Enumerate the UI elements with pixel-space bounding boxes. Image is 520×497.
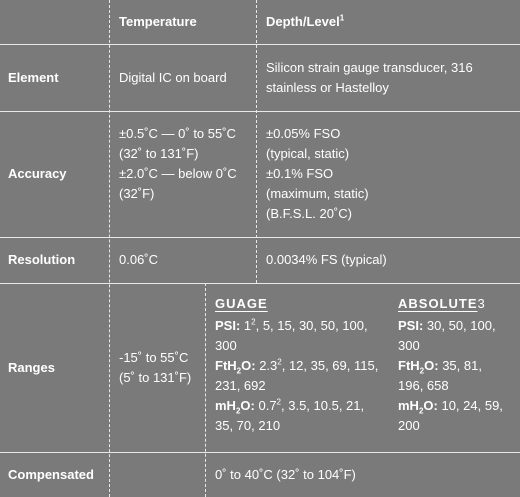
- resolution-depth: 0.0034% FS (typical): [266, 252, 387, 267]
- element-depth: Silicon strain gauge transducer, 316 stainless or Hastelloy: [266, 60, 473, 95]
- absolute-psi: PSI: 30, 50, 100,: [398, 318, 496, 333]
- row-divider: [0, 44, 520, 45]
- row-divider: [0, 237, 520, 238]
- row-label-ranges: Ranges: [8, 360, 55, 375]
- ranges-guage: GUAGE PSI: $1^2$, 5, 15, 30, 50, 100, 300 FtH$_2$O: $2.3^2$, 12, 35, 69, 115, 231, 692 $mH_2O$: $0.7^2$, 3.5, 10.5, 21, 35, 70, 210: [215, 294, 395, 436]
- accuracy-temperature: ±0.5˚C — 0˚ to 55˚C (32˚ to 131˚F) ±2.0˚C — below 0˚C (32˚F): [119, 126, 237, 201]
- row-divider: [0, 283, 520, 284]
- element-temperature: Digital IC on board: [119, 70, 227, 85]
- column-divider: [205, 283, 206, 497]
- header-depth-level: Depth/Level$^1$: [266, 13, 345, 29]
- guage-fth2o: FtH$_2$O: $2.3^2$, 12, 35, 69, 115,: [215, 357, 379, 376]
- row-label-element: Element: [8, 70, 59, 85]
- ranges-absolute: ABSOLUTE3 PSI: 30, 50, 100, 300 FtH$_2$O: 35, 81, 196, 658 $mH_2O$: 10, 24, 59, 200: [398, 294, 516, 436]
- absolute-title: ABSOLUTE3: [398, 296, 485, 311]
- row-divider: [0, 111, 520, 112]
- header-temperature: Temperature: [119, 14, 197, 29]
- column-divider: [109, 0, 110, 497]
- accuracy-depth: ±0.05% FSO (typical, static) ±0.1% FSO (maximum, static) (B.F.S.L. 20˚C): [266, 126, 369, 221]
- row-label-resolution: Resolution: [8, 252, 76, 267]
- guage-psi: PSI: $1^2$, 5, 15, 30, 50, 100,: [215, 317, 368, 333]
- absolute-fth2o: FtH$_2$O: 35, 81,: [398, 358, 482, 376]
- guage-mh2o: $mH_2O$: $0.7^2$, 3.5, 10.5, 21,: [215, 397, 365, 416]
- column-divider: [256, 0, 257, 283]
- resolution-temperature: 0.06˚C: [119, 252, 159, 267]
- compensated-value: 0˚ to 40˚C (32˚ to 104˚F): [215, 467, 356, 482]
- ranges-temperature: -15˚ to 55˚C (5˚ to 131˚F): [119, 350, 192, 385]
- absolute-mh2o: $mH_2O$: 10, 24, 59,: [398, 398, 503, 416]
- row-divider: [0, 452, 520, 453]
- guage-title: GUAGE: [215, 296, 268, 311]
- row-label-compensated: Compensated: [8, 467, 94, 482]
- row-label-accuracy: Accuracy: [8, 166, 67, 181]
